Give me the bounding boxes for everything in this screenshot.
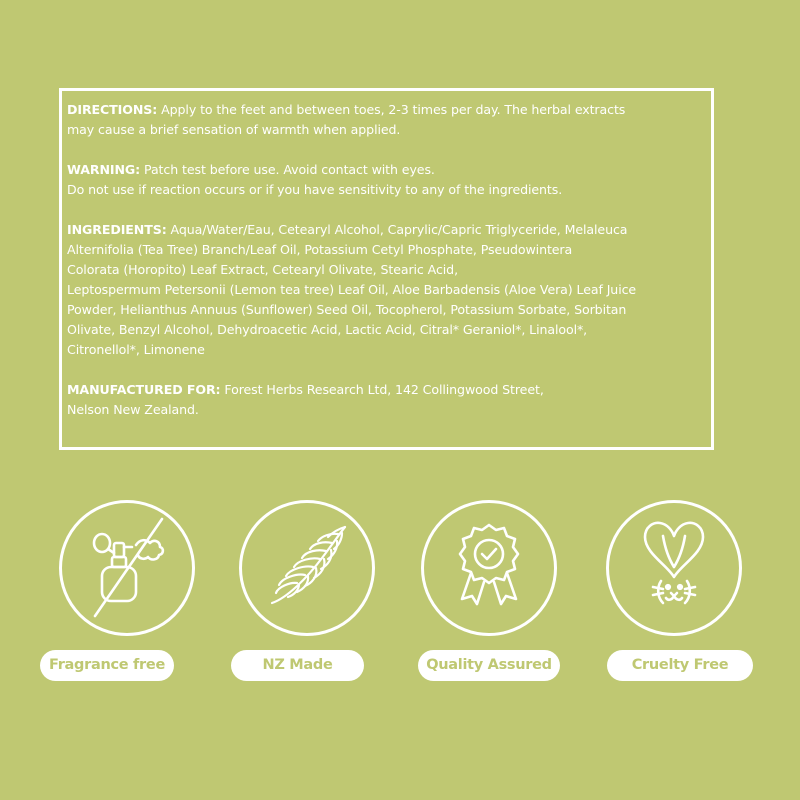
manufactured-text-line: Forest Herbs Research Ltd, 142 Collingwood Street, xyxy=(220,382,544,397)
directions-text-line: Apply to the feet and between toes, 2-3 times per day. The herbal extracts xyxy=(157,102,626,117)
manufactured-text-line: Nelson New Zealand. xyxy=(67,402,199,417)
ingredients-section xyxy=(67,220,711,360)
ingredients-text-line: Leptospermum Petersonii (Lemon tea tree) Leaf Oil, Aloe Barbadensis (Aloe Vera) Leaf Juice xyxy=(67,282,637,297)
award-ribbon-icon xyxy=(424,503,554,633)
warning-text-line: Do not use if reaction occurs or if you have sensitivity to any of the ingredients. xyxy=(67,182,563,197)
ingredients-text-line: Olivate, Benzyl Alcohol, Dehydroacetic Acid, Lactic Acid, Citral* Geraniol*, Linalool*, xyxy=(67,322,588,337)
cruelty-free-label: Cruelty Free xyxy=(607,650,753,681)
warning-label: WARNING: xyxy=(67,162,141,177)
heart-bunny-icon xyxy=(609,503,739,633)
fragrance-free-icon xyxy=(62,503,192,633)
quality-assured-label: Quality Assured xyxy=(418,650,560,681)
product-info-box xyxy=(59,88,714,450)
quality-assured-badge xyxy=(421,500,557,636)
directions-section xyxy=(67,100,711,140)
cruelty-free-badge xyxy=(606,500,742,636)
ingredients-text-line: Aqua/Water/Eau, Cetearyl Alcohol, Caprylic/Capric Triglyceride, Melaleuca xyxy=(166,222,628,237)
manufactured-section xyxy=(67,380,711,420)
ingredients-text-line: Powder, Helianthus Annuus (Sunflower) Seed Oil, Tocopherol, Potassium Sorbate, Sorbitan xyxy=(67,302,627,317)
ingredients-text-line: Citronellol*, Limonene xyxy=(67,342,205,357)
directions-text-line: may cause a brief sensation of warmth when applied. xyxy=(67,122,401,137)
manufactured-label: MANUFACTURED FOR: xyxy=(67,382,221,397)
ingredients-text-line: Colorata (Horopito) Leaf Extract, Cetearyl Olivate, Stearic Acid, xyxy=(67,262,458,277)
fern-icon xyxy=(242,503,372,633)
nz-made-label: NZ Made xyxy=(231,650,364,681)
warning-text-line: Patch test before use. Avoid contact with eyes. xyxy=(140,162,435,177)
nz-made-badge xyxy=(239,500,375,636)
ingredients-label: INGREDIENTS: xyxy=(67,222,167,237)
fragrance-free-badge xyxy=(59,500,195,636)
directions-label: DIRECTIONS: xyxy=(67,102,158,117)
warning-section xyxy=(67,160,711,200)
ingredients-text-line: Alternifolia (Tea Tree) Branch/Leaf Oil, Potassium Cetyl Phosphate, Pseudowintera xyxy=(67,242,573,257)
fragrance-free-label: Fragrance free xyxy=(40,650,174,681)
